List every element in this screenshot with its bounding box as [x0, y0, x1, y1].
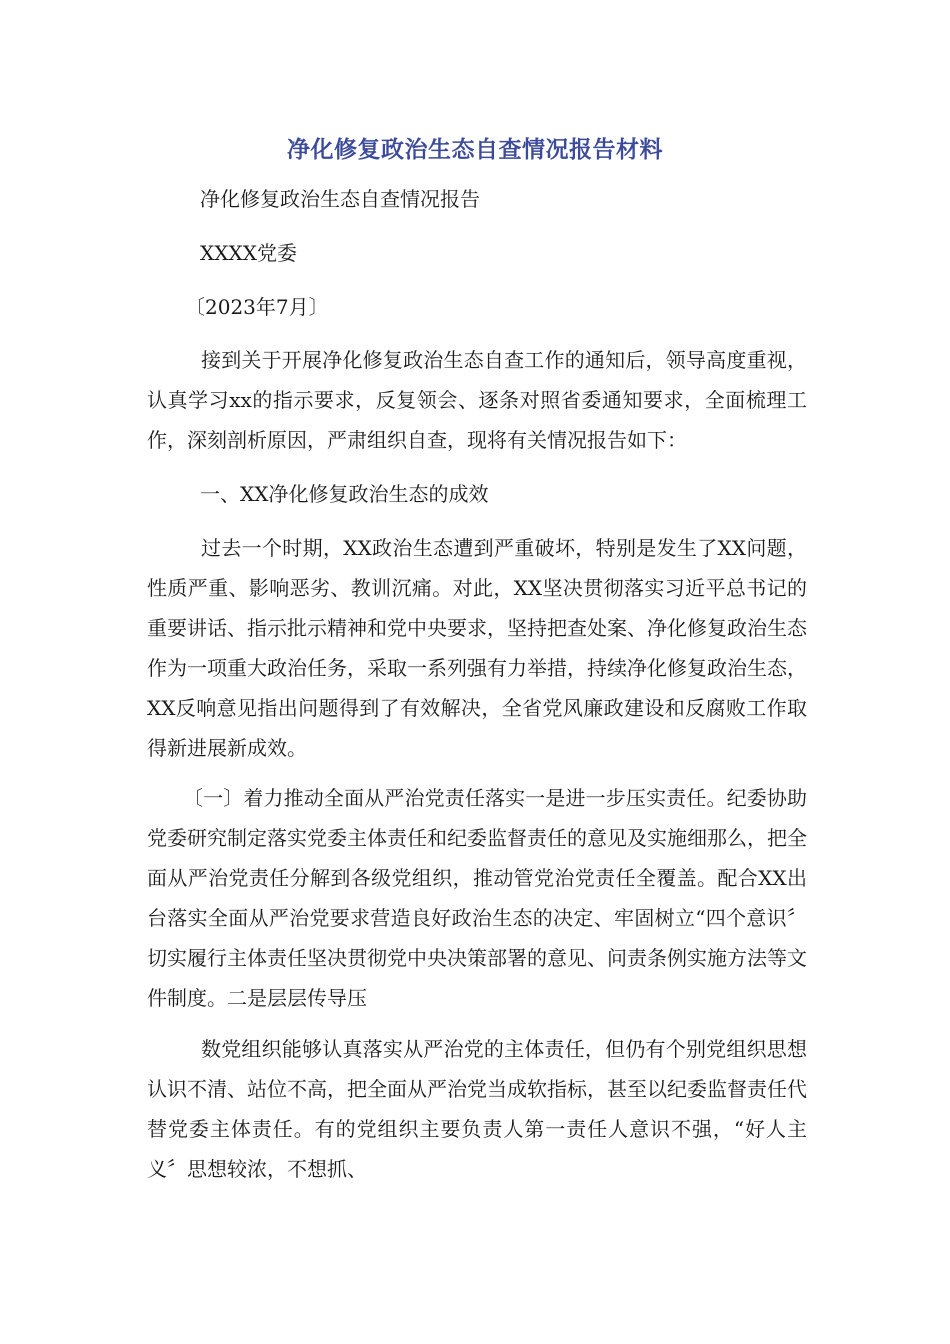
- intro-paragraph: [147, 340, 807, 460]
- report-subtitle: 净化修复政治生态自查情况报告: [200, 187, 480, 211]
- paragraph-text: 过去一个时期，XX政治生态遭到严重破坏，特别是发生了XX问题，性质严重、影响恶劣、教训沉痛。对此，XX坚决贯彻落实习近平总书记的重要讲话、指示批示精神和党中央要求，坚持把查处案、净化修复政治生态作为一项重大政治任务，采取一系列强有力举措，持续净化修复政治生态，XX反响意见指出问题得到了有效解决，全省党风廉政建设和反腐败工作取得新进展新成效。: [147, 536, 807, 760]
- responsibility-paragraph: [147, 778, 807, 1018]
- paragraph-text: 接到关于开展净化修复政治生态自查工作的通知后，领导高度重视，认真学习xx的指示要求，反复领会、逐条对照省委通知要求，全面梳理工作，深刻剖析原因，严肃组织自查，现将有关情况报告如下：: [147, 348, 807, 452]
- document-title: 净化修复政治生态自查情况报告材料: [287, 137, 663, 163]
- report-date: 〔2023年7月〕: [185, 295, 329, 319]
- paragraph-text: 数党组织能够认真落实从严治党的主体责任，但仍有个别党组织思想认识不清、站位不高，把全面从严治党当成软指标，甚至以纪委监督责任代替党委主体责任。有的党组织主要负责人第一责任人意识不强，“好人主义〞思想较浓，不想抓、: [147, 1037, 807, 1181]
- achievements-paragraph: [147, 528, 807, 768]
- organization-name: XXXX党委: [200, 241, 297, 265]
- paragraph-text: 〔一〕着力推动全面从严治党责任落实一是进一步压实责任。纪委协助党委研究制定落实党委主体责任和纪委监督责任的意见及实施细那么，把全面从严治党责任分解到各级党组织，推动管党治党责任全覆盖。配合XX出台落实全面从严治党要求营造良好政治生态的决定、牢固树立“四个意识〞切实履行主体责任坚决贯彻党中央决策部署的意见、问责条例实施方法等文件制度。二是层层传导压: [147, 786, 807, 1010]
- problems-paragraph: [147, 1029, 807, 1189]
- section-heading: 一、XX净化修复政治生态的成效: [200, 482, 489, 506]
